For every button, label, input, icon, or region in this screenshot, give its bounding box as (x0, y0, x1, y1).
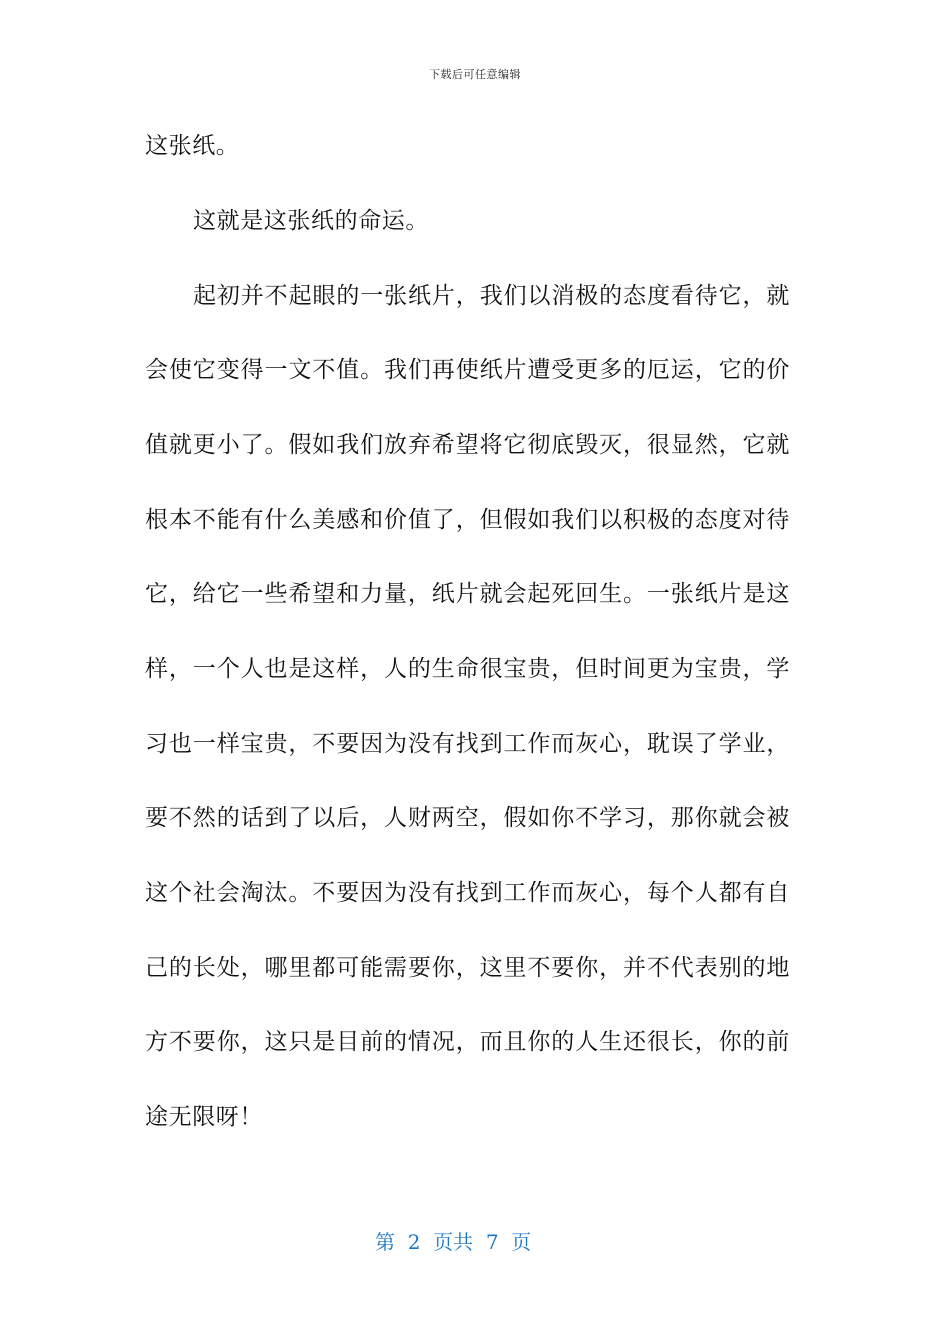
body-line: 这个社会淘汰。不要因为没有找到工作而灰心，每个人都有自 (145, 880, 790, 906)
body-line: 值就更小了。假如我们放弃希望将它彻底毁灭，很显然，它就 (145, 432, 790, 458)
body-line: 根本不能有什么美感和价值了，但假如我们以积极的态度对待 (145, 507, 790, 533)
body-line: 方不要你，这只是目前的情况，而且你的人生还很长，你的前 (145, 1029, 790, 1055)
body-line: 己的长处，哪里都可能需要你，这里不要你，并不代表别的地 (145, 955, 790, 981)
body-line: 会使它变得一文不值。我们再使纸片遭受更多的厄运，它的价 (145, 357, 790, 383)
page-header: 下载后可任意编辑 (429, 68, 521, 81)
body-line: 起初并不起眼的一张纸片，我们以消极的态度看待它，就 (193, 283, 790, 309)
body-line: 它，给它一些希望和力量，纸片就会起死回生。一张纸片是这 (145, 581, 790, 607)
body-line: 习也一样宝贵，不要因为没有找到工作而灰心，耽误了学业， (145, 731, 790, 757)
body-line: 这张纸。 (145, 133, 240, 159)
body-line: 样，一个人也是这样，人的生命很宝贵，但时间更为宝贵，学 (145, 656, 790, 682)
body-line: 这就是这张纸的命运。 (193, 208, 429, 234)
body-line: 途无限呀！ (145, 1104, 263, 1130)
page-number-footer: 第 2 页共 7 页 (375, 1230, 532, 1254)
body-line: 要不然的话到了以后，人财两空，假如你不学习，那你就会被 (145, 805, 790, 831)
